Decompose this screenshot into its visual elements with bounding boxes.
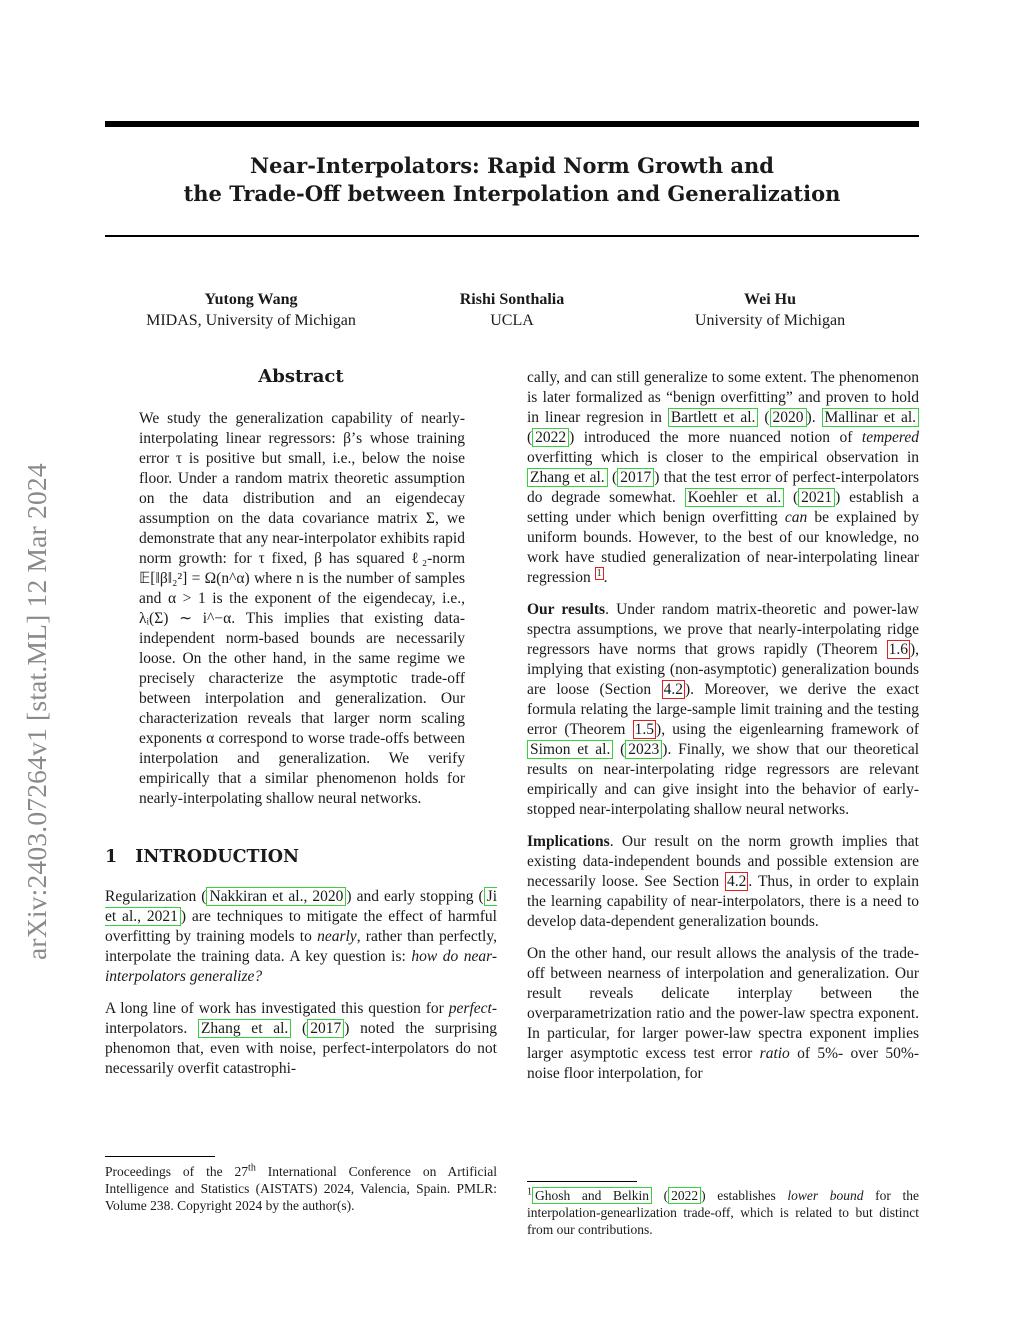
section-heading-introduction <box>105 845 497 869</box>
footnote-mark: 1 <box>527 1186 532 1198</box>
author-name: Rishi Sonthalia <box>459 291 565 308</box>
author-name: Yutong Wang <box>204 291 298 308</box>
citation-link[interactable]: 2022 <box>668 1187 701 1204</box>
citation-link[interactable]: Bartlett et al. <box>668 408 759 427</box>
author-block <box>121 290 381 331</box>
author-affiliation: UCLA <box>490 312 534 329</box>
run-in-heading: Implications <box>527 833 610 850</box>
right-column <box>527 368 919 1084</box>
section-ref-link[interactable]: 4.2 <box>663 681 683 698</box>
author-affiliation: University of Michigan <box>694 312 846 329</box>
author-name: Wei Hu <box>743 291 796 308</box>
citation-link[interactable]: 2020 <box>770 408 807 427</box>
arxiv-identifier: arXiv:2403.07264v1 [stat.ML] 12 Mar 2024 <box>21 463 52 960</box>
our-results-paragraph: Our results. Under random matrix-theoretic and power-law spectra assumptions, we prove that nearly-interpolating ridge regressors have norms that grows rapidly (Theorem 1.6 ), implying that existing (non-asymptotic) generalization bounds are loose (Section 4.2 ). Moreover, we derive the exact formula relating the large-sample limit training and the testing error (Theorem 1.5 ), using the eigenlearning framework of Simon et al. ( 2023 ). Finally, we show that our theoretical results on near-interpolating ridge regressors are relevant empirically and can give insight into the behavior of early-stopped near-interpolating shallow neural networks. <box>527 601 920 818</box>
citation-link[interactable]: Zhang et al. <box>527 468 608 487</box>
title-bottom-rule <box>105 235 919 237</box>
author-affiliation: MIDAS, University of Michigan <box>146 312 356 329</box>
citation-link[interactable]: 2017 <box>617 468 654 487</box>
intro-paragraph-2-continued: cally, and can still generalize to some extent. The phenomenon is later formalized as “benign overfitting” and proven to hold in linear regresion in Bartlett et al. ( 2020 ). Mallinar et al. ( 2022 ) introduced the more nuanced notion of tempered overfitting which is closer to the empirical observation in Zhang et al. ( 2017 ) that the test error of perfect-interpolators do degrade somewhat. Koehler et al. ( 2021 ) establish a setting under which benign overfitting can be explained by uniform bounds. However, to the best of our knowledge, no work have studied generalization of near-interpolating linear regression $^1$ . <box>527 369 919 586</box>
citation-link[interactable]: Koehler et al. <box>685 488 785 507</box>
footnote-1: $^1$ Ghosh and Belkin ( 2022 ) establishes lower bound for the interpolation-genearlization trade-off, which is related to but distinct from our contributions. <box>527 1186 919 1237</box>
footnote-rule <box>527 1181 637 1182</box>
implications-paragraph: Implications. Our result on the norm growth implies that existing data-independent bounds and possible extension are necessarily loose. See Section 4.2 . Thus, in order to explain the learning capability of near-interpolators, there is a need to develop data-dependent generalization bounds. <box>527 833 919 930</box>
title-top-rule <box>105 121 919 127</box>
citation-link[interactable]: 2017 <box>307 1019 344 1038</box>
citation-link[interactable]: Mallinar et al. <box>822 408 920 427</box>
citation-link[interactable]: 2021 <box>798 488 835 507</box>
intro-paragraph-1: Regularization ( Nakkiran et al., 2020 ) and early stopping ( Ji et al., 2021 ) are techniques to mitigate the effect of harmful overfitting by training models to nearly, rather than perfectly, interpolate the training data. A key question is: how do near-interpolators generalize? <box>105 888 497 985</box>
theorem-ref-link[interactable]: 1.5 <box>634 721 655 738</box>
intro-paragraph-2-leftpart: ) noted the surprising phenomon that, even with noise, perfect-interpolators do not necessarily overfit catastrophi- <box>105 1020 497 1077</box>
author-block <box>382 290 642 331</box>
author-block <box>640 290 900 331</box>
citation-link[interactable]: 2023 <box>625 740 662 759</box>
citation-link[interactable]: Zhang et al. <box>198 1019 291 1038</box>
abstract-heading: Abstract <box>258 366 344 387</box>
section-ref-link[interactable]: 4.2 <box>727 873 747 890</box>
paper-title <box>105 152 919 208</box>
footnote-marker-link[interactable]: 1 <box>596 567 602 579</box>
theorem-ref-link[interactable]: 1.6 <box>888 641 908 658</box>
citation-link[interactable]: Ghosh and Belkin <box>532 1187 652 1204</box>
abstract-text: We study the generalization capability of nearly-interpolating linear regressors: β’s whose training error τ is positive but small, i.e., below the noise floor. Under a random matrix theoretic assumption on the data distribution and an eigendecay assumption on the data covariance matrix Σ, we demonstrate that any near-interpolator exhibits rapid norm growth: for τ fixed, β has squared ℓ₂-norm 𝔼[‖β‖₂²] = Ω(n^α) where n is the number of samples and α > 1 is the exponent of the eigendecay, i.e., λᵢ(Σ) ∼ i^−α. This implies that existing data-independent norm-based bounds are necessarily loose. On the other hand, in the same regime we precisely characterize the asymptotic trade-off between interpolation and generalization. Our characterization reveals that larger norm scaling exponents α correspond to worse trade-offs between interpolation and generalization. We verify empirically that a similar phenomenon holds for nearly-interpolating shallow neural networks. <box>139 410 465 807</box>
tradeoff-paragraph: On the other hand, our result allows the analysis of the trade-off between nearness of interpolation and generalization. Our result reveals delicate interplay between the overparametrization ratio and the power-law spectra exponent. In particular, for larger power-law spectra exponent implies larger asymptotic excess test error ratio of 5%- over 50%-noise floor interpolation, for <box>527 945 920 1082</box>
footnote-rule <box>105 1156 215 1157</box>
title-line-2: the Trade-Off between Interpolation and Generalization <box>183 181 841 206</box>
citation-link[interactable]: 2022 <box>532 428 569 447</box>
intro-paragraph-2: A long line of work has investigated this question for perfect-interpolators. Zhang et al. ( 2017 ) noted the surprising phenomon that, even with noise, perfect-interpolators do not necessarily overfit catastrophi- <box>105 1000 497 1077</box>
run-in-heading: Our results <box>527 601 606 618</box>
citation-link[interactable]: Simon et al. <box>527 740 613 759</box>
section-number: 1 <box>105 847 118 867</box>
left-column <box>105 365 497 1079</box>
citation-link[interactable]: Nakkiran et al., 2020 <box>206 887 346 906</box>
title-line-1: Near-Interpolators: Rapid Norm Growth and <box>249 153 774 178</box>
section-title: INTRODUCTION <box>135 847 299 867</box>
proceedings-footnote: Proceedings of the 27th International Conference on Artificial Intelligence and Statistics (AISTATS) 2024, Valencia, Spain. PMLR: Volume 238. Copyright 2024 by the author(s). <box>105 1162 497 1213</box>
citation-link[interactable]: Ji et al., 2021 <box>105 888 497 925</box>
